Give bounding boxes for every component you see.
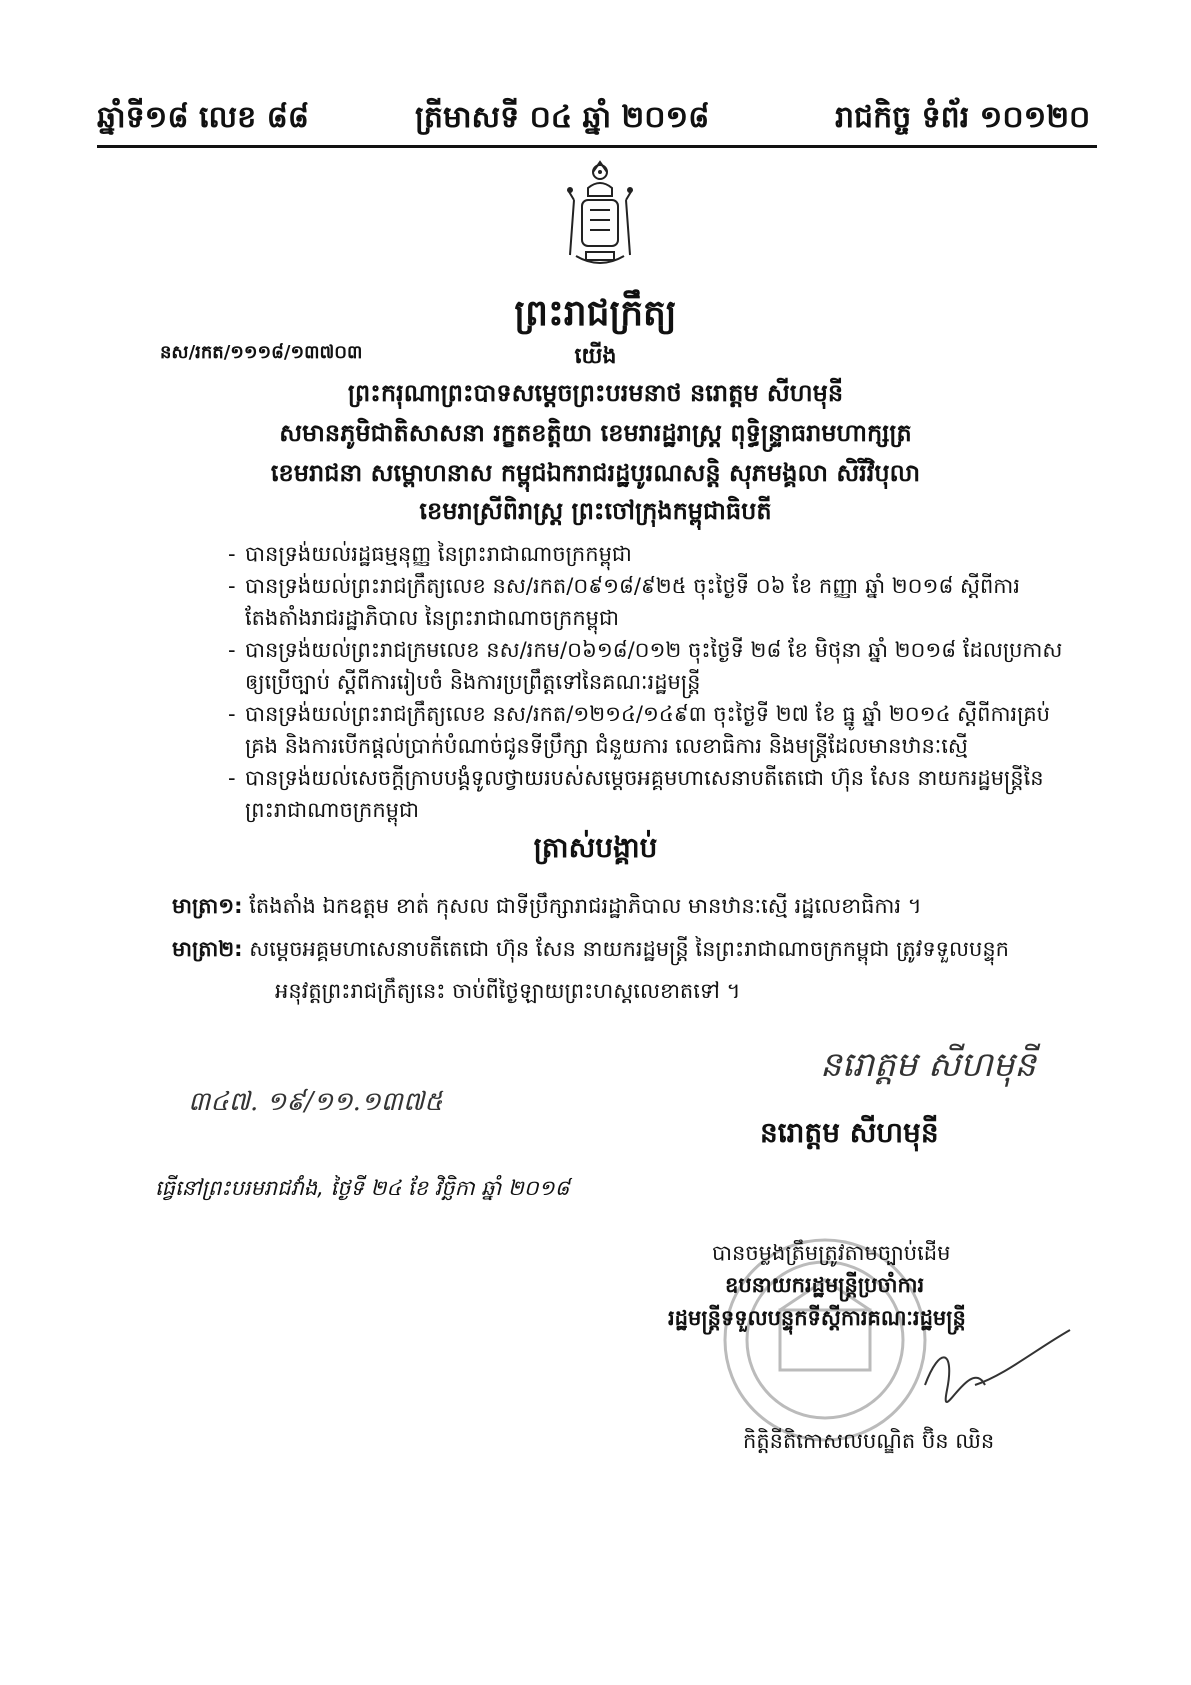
article-text: តែងតាំង ឯកឧត្តម ខាត់ កុសល ជាទីប្រឹក្សារាជរដ្ឋាភិបាល មានឋានៈស្មើ រដ្ឋលេខាធិការ ។: [249, 894, 922, 918]
king-name: នរោត្តម សីហមុនី: [760, 1116, 939, 1149]
article-label: មាត្រា១:: [172, 894, 243, 918]
recital-item: - បានទ្រង់យល់រដ្ឋធម្មនុញ្ញ នៃព្រះរាជាណាចក្រកម្ពុជា: [228, 542, 632, 566]
king-title-line: ខេមរាស្រីពិរាស្ត្រ ព្រះចៅក្រុងកម្ពុជាធិបតី: [419, 497, 772, 525]
certification-signer: កិត្តិនីតិកោសលបណ្ឌិត ប៊ិន ឈិន: [743, 1429, 995, 1453]
gazette-issue: ឆ្នាំទី១៨ លេខ ៨៨: [97, 100, 310, 135]
certification-copy-line: បានចម្លងត្រឹមត្រូវតាមច្បាប់ដើម: [712, 1241, 951, 1265]
recital-text: បានទ្រង់យល់រដ្ឋធម្មនុញ្ញ នៃព្រះរាជាណាចក្រកម្ពុជា: [245, 542, 632, 566]
king-title-line: ព្រះករុណាព្រះបាទសម្តេចព្រះបរមនាថ នរោត្តម សីហមុនី: [347, 379, 844, 407]
recital-text: បានទ្រង់យល់ព្រះរាជក្រមលេខ នស/រកម/០៦១៨/០១២ ចុះថ្ងៃទី ២៨ ខែ មិថុនា ឆ្នាំ ២០១៨ ដែលប្រកាសឲ្យប្រើច្បាប់ ស្តីពីការរៀបចំ និងការប្រព្រឹត្តទៅនៃគណៈរដ្ឋមន្ត្រី: [245, 638, 1063, 694]
decree-we: យើង: [574, 344, 617, 369]
article-label: មាត្រា២:: [172, 937, 243, 961]
king-signature: នរោត្តម សីហមុនី: [820, 1045, 1036, 1085]
article-2: [172, 933, 1009, 965]
place-and-date: ធ្វើនៅព្រះបរមរាជវាំង, ថ្ងៃទី ២៤ ខែ វិច្ឆិកា ឆ្នាំ ២០១៨: [155, 1176, 570, 1200]
recital-text: បានទ្រង់យល់ព្រះរាជក្រឹត្យលេខ នស/រកត/១២១៤/១៤៩៣ ចុះថ្ងៃទី ២៧ ខែ ធ្នូ ឆ្នាំ ២០១៤ ស្តីពីការគ្រប់គ្រង និងការបើកផ្តល់ប្រាក់បំណាច់ជូនទីប្រឹក្សា ជំនួយការ លេខាធិការ និងមន្ត្រីដែលមានឋានៈស្មើ: [245, 702, 1051, 758]
certification-minister-line: រដ្ឋមន្ត្រីទទួលបន្ទុកទីស្តីការគណៈរដ្ឋមន្ត្រី: [668, 1306, 966, 1330]
king-title-line: សមានភូមិជាតិសាសនា រក្ខតខត្តិយា ខេមរារដ្ឋរាស្ត្រ ពុទ្ធិន្ទ្រាធរាមហាក្សត្រ: [279, 419, 912, 447]
gazette-quarter-date: ត្រីមាសទី ០៤ ឆ្នាំ ២០១៨: [415, 100, 710, 135]
recital-text: បានទ្រង់យល់ព្រះរាជក្រឹត្យលេខ នស/រកត/០៩១៨/៩២៥ ចុះថ្ងៃទី ០៦ ខែ កញ្ញា ឆ្នាំ ២០១៨ ស្តីពីការតែងតាំងរាជរដ្ឋាភិបាល នៃព្រះរាជាណាចក្រកម្ពុជា: [245, 574, 1020, 630]
handwritten-reference: ៣៤៧. ១៩/១១.១៣៧៥: [188, 1087, 443, 1117]
recital-item: - បានទ្រង់យល់ព្រះរាជក្រឹត្យលេខ នស/រកត/១២១៤/១៤៩៣ ចុះថ្ងៃទី ២៧ ខែ ធ្នូ ឆ្នាំ ២០១៤ ស្តីពីការគ្រប់គ្រង និងការបើកផ្តល់ប្រាក់បំណាច់ជូនទីប្រឹក្សា ជំនួយការ លេខាធិការ និងមន្ត្រីដែលមានឋានៈស្មើ: [228, 702, 1051, 758]
gazette-page-number: រាជកិច្ច ទំព័រ ១០១២០: [835, 100, 1091, 135]
royal-crest-emblem: [560, 160, 640, 279]
decree-reference-number: នស/រកត/១១១៨/១៣៧០៣: [160, 342, 363, 363]
recital-text: បានទ្រង់យល់សេចក្តីក្រាបបង្គំទូលថ្វាយរបស់សម្តេចអគ្គមហាសេនាបតីតេជោ ហ៊ុន សែន នាយករដ្ឋមន្ត្រីនៃព្រះរាជាណាចក្រកម្ពុជា: [245, 766, 1044, 822]
recital-item: - បានទ្រង់យល់សេចក្តីក្រាបបង្គំទូលថ្វាយរបស់សម្តេចអគ្គមហាសេនាបតីតេជោ ហ៊ុន សែន នាយករដ្ឋមន្ត្រីនៃព្រះរាជាណាចក្រកម្ពុជា: [228, 766, 1044, 822]
recital-item: - បានទ្រង់យល់ព្រះរាជក្រមលេខ នស/រកម/០៦១៨/០១២ ចុះថ្ងៃទី ២៨ ខែ មិថុនា ឆ្នាំ ២០១៨ ដែលប្រកាសឲ្យប្រើច្បាប់ ស្តីពីការរៀបចំ និងការប្រព្រឹត្តទៅនៃគណៈរដ្ឋមន្ត្រី: [228, 638, 1063, 694]
header-divider: [97, 145, 1097, 148]
article-1: [172, 890, 922, 922]
decree-title: ព្រះរាជក្រឹត្យ: [514, 293, 677, 334]
king-title-line: ខេមរាជនា សម្ពោហនាស កម្ពុជឯករាជរដ្ឋបូរណសន្តិ សុភមង្គលា សិរីវិបុលា: [270, 459, 921, 487]
article-text: សម្តេចអគ្គមហាសេនាបតីតេជោ ហ៊ុន សែន នាយករដ្ឋមន្ត្រី នៃព្រះរាជាណាចក្រកម្ពុជា ត្រូវទទួលបន្ទុក: [249, 937, 1009, 961]
proclamation-heading: ត្រាស់បង្គាប់: [533, 831, 658, 864]
article-2-continuation: អនុវត្តព្រះរាជក្រឹត្យនេះ ចាប់ពីថ្ងៃឡាយព្រះហស្តលេខាតទៅ ។: [275, 979, 741, 1003]
recital-item: - បានទ្រង់យល់ព្រះរាជក្រឹត្យលេខ នស/រកត/០៩១៨/៩២៥ ចុះថ្ងៃទី ០៦ ខែ កញ្ញា ឆ្នាំ ២០១៨ ស្តីពីការតែងតាំងរាជរដ្ឋាភិបាល នៃព្រះរាជាណាចក្រកម្ពុជា: [228, 574, 1020, 630]
certification-title-line: ឧបនាយករដ្ឋមន្ត្រីប្រចាំការ: [725, 1273, 925, 1297]
